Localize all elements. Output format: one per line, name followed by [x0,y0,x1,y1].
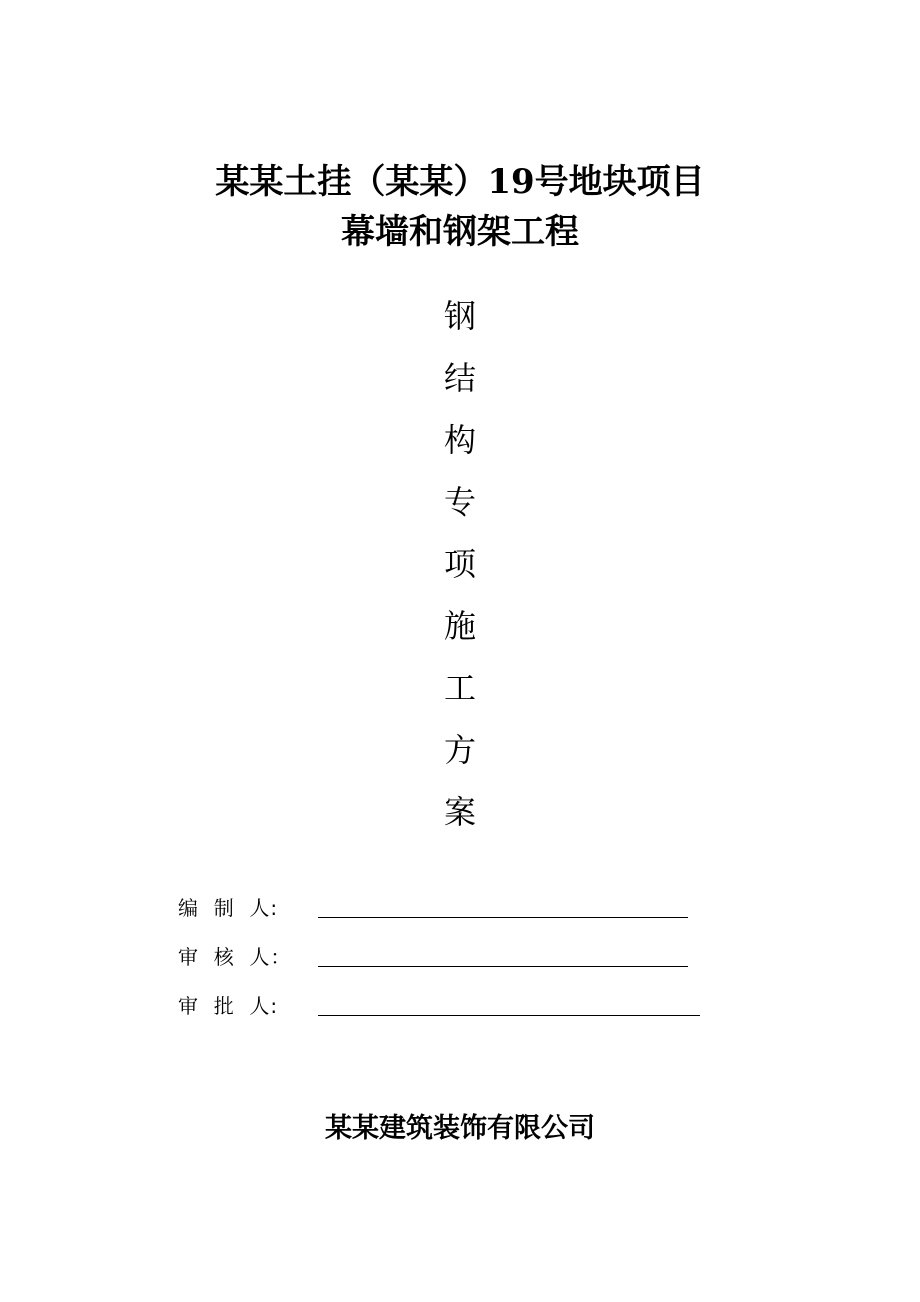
reviewer-signature-line [318,966,688,967]
approver-signature-line [318,1015,700,1016]
approver-label: 审 批 人: [178,994,279,1018]
reviewer-label: 审 核 人： [178,945,292,969]
compiler-label: 编 制 人: [178,896,279,920]
company-name: 某某建筑装饰有限公司 [325,1113,595,1144]
vertical-title-char: 钢 [443,297,476,335]
vertical-title-char: 结 [443,359,476,397]
vertical-title-char: 构 [443,421,476,459]
project-title-line-1: 某某土挂（某某）19号地块项目 [215,162,705,202]
vertical-title-char: 项 [443,545,476,583]
vertical-title-char: 方 [443,731,476,769]
vertical-title-char: 案 [443,793,476,831]
vertical-title-char: 施 [443,607,476,645]
project-title-line-2: 幕墙和钢架工程 [341,212,579,252]
vertical-title-char: 工 [443,669,476,707]
compiler-signature-line [318,917,688,918]
vertical-title-char: 专 [443,483,476,521]
